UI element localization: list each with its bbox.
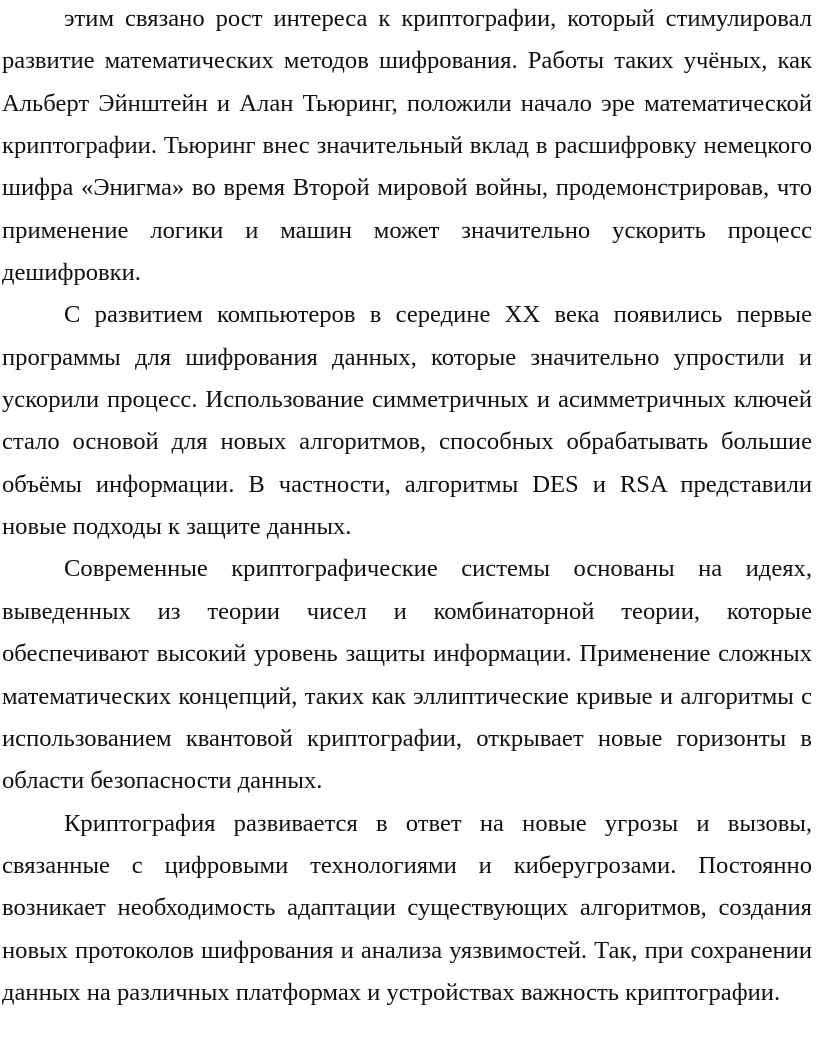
paragraph-1: этим связано рост интереса к криптографии, который стимулировал развитие математических методов шифрования. Работы таких учёных, как Альберт Эйнштейн и Алан Тьюринг, положили начало эре математической криптографии. Тьюринг внес значительный вклад в расшифровку немецкого шифра «Энигма» во время Второй мировой войны, продемонстрировав, что применение логики и машин может значительно ускорить процесс дешифровки. [2,5,812,287]
paragraph-4: Криптография развивается в ответ на новые угрозы и вызовы, связанные с цифровыми технологиями и киберугрозами. Постоянно возникает необходимость адаптации существующих алгоритмов, создания новых протоколов шифрования и анализа уязвимостей. Так, при сохранении данных на различных платформах и устройствах важность криптографии. [2,809,812,1006]
paragraph-2: С развитием компьютеров в середине XX века появились первые программы для шифрования данных, которые значительно упростили и ускорили процесс. Использование симметричных и асимметричных ключей стало основой для новых алгоритмов, способных обрабатывать большие объёмы информации. В частности, алгоритмы DES и RSA представили новые подходы к защите данных. [2,301,812,541]
paragraph-3: Современные криптографические системы основаны на идеях, выведенных из теории чисел и комбинаторной теории, которые обеспечивают высокий уровень защиты информации. Применение сложных математических концепций, таких как эллиптические кривые и алгоритмы с использованием квантовой криптографии, открывает новые горизонты в области безопасности данных. [2,555,812,795]
document-page [2,0,812,1014]
